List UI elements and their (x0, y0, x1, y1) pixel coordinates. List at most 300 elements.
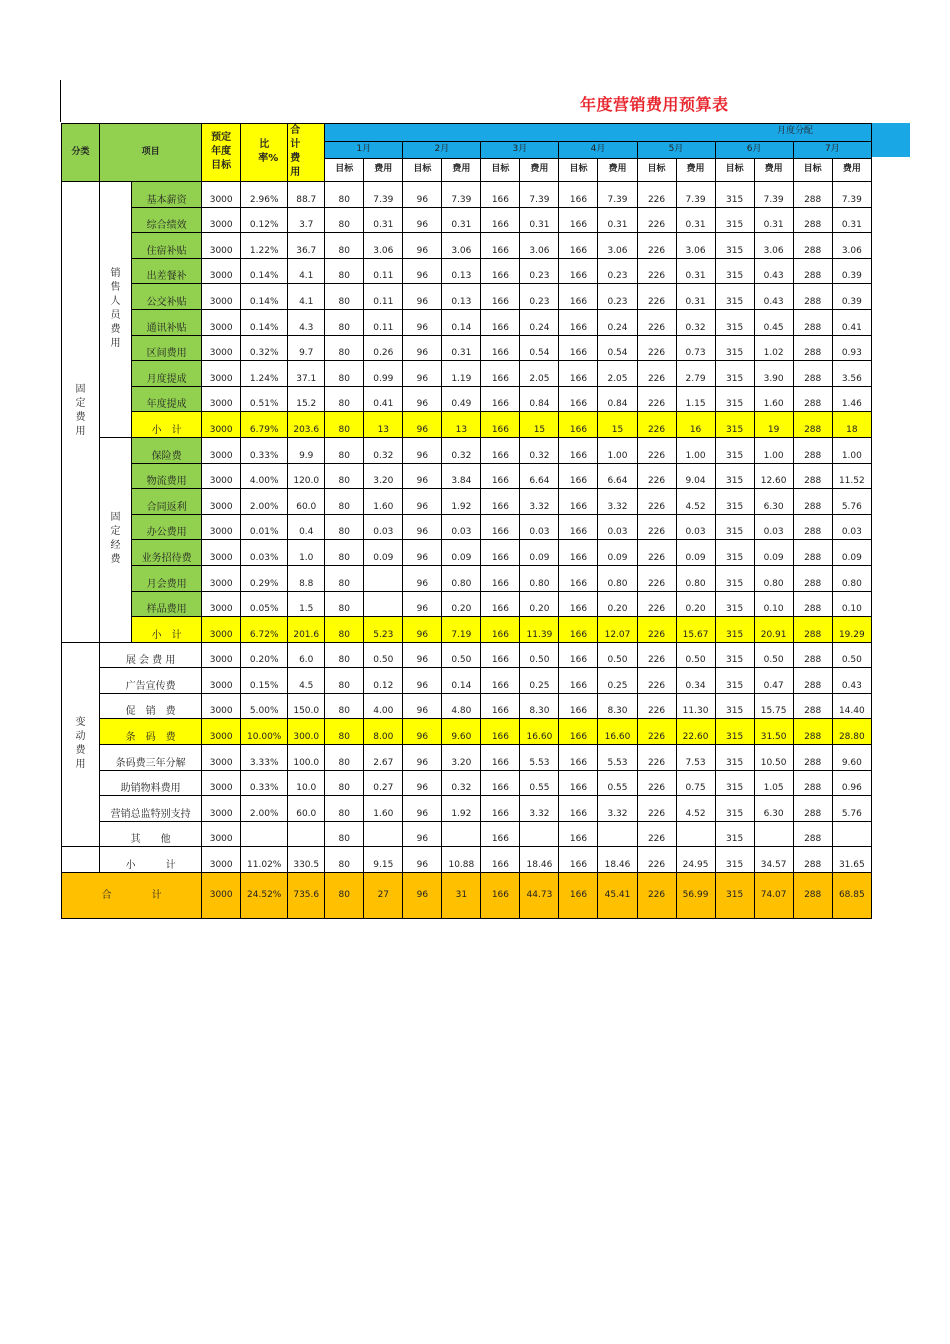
target-value: 3000 (202, 284, 241, 310)
total-cost-value: 60.0 (288, 489, 325, 515)
month-target-value: 288 (793, 258, 832, 284)
total-cost-value (288, 821, 325, 847)
month-target-value: 166 (559, 745, 598, 771)
month-target-value: 315 (715, 796, 754, 822)
table-row (62, 463, 872, 489)
month-cost-value: 0.31 (676, 258, 715, 284)
header-cost-label: 费用 (442, 159, 481, 182)
total-cost-value: 201.6 (288, 617, 325, 643)
month-cost-value: 4.80 (442, 693, 481, 719)
month-cost-value: 1.60 (364, 796, 403, 822)
month-cost-value: 0.20 (442, 591, 481, 617)
header-month-2: 2月 (403, 141, 481, 159)
month-target-value: 166 (481, 258, 520, 284)
month-target-value: 80 (325, 668, 364, 694)
item-label: 通讯补贴 (132, 309, 202, 335)
month-target-value: 315 (715, 668, 754, 694)
month-cost-value: 0.23 (598, 284, 637, 310)
rate-value: 5.00% (241, 693, 288, 719)
month-target-value: 288 (793, 284, 832, 310)
month-target-value: 315 (715, 693, 754, 719)
header-target-label: 目标 (325, 159, 364, 182)
month-cost-value: 14.40 (832, 693, 871, 719)
header-target-label: 目标 (715, 159, 754, 182)
month-cost-value: 0.11 (364, 258, 403, 284)
month-target-value: 166 (559, 719, 598, 745)
month-target-value: 166 (481, 540, 520, 566)
month-target-value: 226 (637, 565, 676, 591)
item-label: 办公费用 (132, 514, 202, 540)
table-row (62, 745, 872, 771)
month-cost-value: 31.50 (754, 719, 793, 745)
month-target-value: 288 (793, 437, 832, 463)
month-cost-value: 2.79 (676, 361, 715, 387)
month-cost-value: 0.50 (832, 642, 871, 668)
month-cost-value: 0.80 (676, 565, 715, 591)
month-target-value: 80 (325, 284, 364, 310)
month-cost-value: 3.32 (598, 489, 637, 515)
sheet-title: 年度营销费用预算表 (580, 95, 729, 114)
month-target-value: 96 (403, 617, 442, 643)
month-cost-value: 0.80 (520, 565, 559, 591)
month-target-value: 315 (715, 258, 754, 284)
month-target-value: 166 (559, 386, 598, 412)
rate-value: 0.15% (241, 668, 288, 694)
rate-value: 10.00% (241, 719, 288, 745)
target-value: 3000 (202, 207, 241, 233)
month-target-value: 315 (715, 719, 754, 745)
month-cost-value: 18.46 (598, 847, 637, 873)
header-total-cost: 合计费用 (288, 124, 325, 182)
month-cost-value: 8.00 (364, 719, 403, 745)
month-target-value: 80 (325, 873, 364, 919)
month-cost-value: 34.57 (754, 847, 793, 873)
month-cost-value: 0.55 (520, 770, 559, 796)
month-target-value: 80 (325, 719, 364, 745)
table-row (62, 642, 872, 668)
item-label: 月会费用 (132, 565, 202, 591)
month-cost-value: 18 (832, 412, 871, 438)
target-value: 3000 (202, 361, 241, 387)
month-cost-value: 0.43 (754, 258, 793, 284)
month-cost-value: 13 (442, 412, 481, 438)
month-target-value: 96 (403, 437, 442, 463)
table-row (62, 540, 872, 566)
month-target-value: 166 (481, 335, 520, 361)
month-target-value: 166 (559, 796, 598, 822)
table-row (62, 309, 872, 335)
month-target-value: 226 (637, 284, 676, 310)
target-value: 3000 (202, 642, 241, 668)
month-cost-value: 0.93 (832, 335, 871, 361)
month-cost-value: 7.39 (442, 182, 481, 208)
header-month-3: 3月 (481, 141, 559, 159)
table-row (62, 719, 872, 745)
month-cost-value: 11.39 (520, 617, 559, 643)
month-target-value: 288 (793, 412, 832, 438)
month-cost-value: 2.05 (598, 361, 637, 387)
month-target-value: 166 (481, 668, 520, 694)
rate-value: 0.20% (241, 642, 288, 668)
header-cost-label: 费用 (676, 159, 715, 182)
month-cost-value: 0.80 (598, 565, 637, 591)
month-cost-value: 15 (598, 412, 637, 438)
month-target-value: 288 (793, 847, 832, 873)
item-label: 区间费用 (132, 335, 202, 361)
month-cost-value: 0.03 (754, 514, 793, 540)
total-cost-value: 203.6 (288, 412, 325, 438)
month-cost-value: 6.30 (754, 796, 793, 822)
header-month-7: 7月 (793, 141, 871, 159)
month-target-value: 288 (793, 386, 832, 412)
table-row (62, 207, 872, 233)
month-cost-value: 0.32 (442, 770, 481, 796)
rate-value: 6.79% (241, 412, 288, 438)
month-cost-value: 0.80 (442, 565, 481, 591)
group-fixed-expense: 固定经费 (100, 437, 132, 642)
month-cost-value: 56.99 (676, 873, 715, 919)
group-fixed-cost: 固定费用 (62, 182, 100, 643)
month-cost-value: 3.06 (832, 233, 871, 259)
month-target-value: 96 (403, 463, 442, 489)
month-target-value: 288 (793, 335, 832, 361)
month-cost-value: 0.09 (520, 540, 559, 566)
month-target-value: 166 (481, 463, 520, 489)
table-row (62, 565, 872, 591)
month-cost-value: 19 (754, 412, 793, 438)
month-target-value: 80 (325, 565, 364, 591)
month-target-value: 166 (559, 540, 598, 566)
month-cost-value: 15.75 (754, 693, 793, 719)
month-target-value: 166 (559, 309, 598, 335)
target-value: 3000 (202, 258, 241, 284)
item-label: 住宿补贴 (132, 233, 202, 259)
month-cost-value: 0.73 (676, 335, 715, 361)
month-target-value: 288 (793, 207, 832, 233)
month-target-value: 80 (325, 233, 364, 259)
month-target-value: 226 (637, 335, 676, 361)
month-cost-value: 0.31 (832, 207, 871, 233)
month-target-value: 226 (637, 821, 676, 847)
month-cost-value: 0.23 (520, 284, 559, 310)
month-cost-value (598, 821, 637, 847)
month-cost-value: 0.31 (754, 207, 793, 233)
month-target-value: 80 (325, 361, 364, 387)
month-target-value: 166 (559, 591, 598, 617)
month-target-value: 80 (325, 847, 364, 873)
month-cost-value: 0.41 (364, 386, 403, 412)
item-label: 展 会 费 用 (100, 642, 202, 668)
month-target-value: 96 (403, 412, 442, 438)
month-cost-value: 45.41 (598, 873, 637, 919)
item-label: 促 销 费 (100, 693, 202, 719)
left-border-line (60, 80, 61, 122)
month-target-value: 166 (481, 693, 520, 719)
month-target-value: 96 (403, 873, 442, 919)
month-target-value: 315 (715, 309, 754, 335)
month-target-value: 226 (637, 182, 676, 208)
header-month-1: 1月 (325, 141, 403, 159)
month-target-value: 80 (325, 617, 364, 643)
table-row (62, 796, 872, 822)
total-cost-value: 60.0 (288, 796, 325, 822)
item-label: 物流费用 (132, 463, 202, 489)
month-target-value: 166 (481, 361, 520, 387)
header-rate: 比率% (241, 124, 288, 182)
item-label: 出差餐补 (132, 258, 202, 284)
month-target-value: 96 (403, 335, 442, 361)
month-cost-value: 0.27 (364, 770, 403, 796)
month-cost-value: 1.00 (754, 437, 793, 463)
month-target-value: 315 (715, 745, 754, 771)
header-month-6: 6月 (715, 141, 793, 159)
table-row (62, 693, 872, 719)
month-cost-value: 0.43 (754, 284, 793, 310)
month-target-value: 288 (793, 233, 832, 259)
month-cost-value: 0.84 (598, 386, 637, 412)
month-target-value: 166 (559, 693, 598, 719)
month-target-value: 80 (325, 258, 364, 284)
target-value: 3000 (202, 796, 241, 822)
month-target-value: 96 (403, 745, 442, 771)
month-target-value: 166 (481, 437, 520, 463)
target-value: 3000 (202, 668, 241, 694)
month-target-value: 80 (325, 745, 364, 771)
month-cost-value: 0.32 (364, 437, 403, 463)
month-cost-value: 3.32 (520, 489, 559, 515)
table-row (62, 412, 872, 438)
month-target-value: 80 (325, 489, 364, 515)
month-target-value: 96 (403, 540, 442, 566)
month-target-value: 226 (637, 873, 676, 919)
month-cost-value: 0.24 (598, 309, 637, 335)
month-cost-value: 0.39 (832, 284, 871, 310)
month-cost-value: 5.23 (364, 617, 403, 643)
item-label: 其 他 (100, 821, 202, 847)
month-cost-value: 0.14 (442, 668, 481, 694)
month-target-value: 166 (559, 642, 598, 668)
month-cost-value: 1.05 (754, 770, 793, 796)
month-cost-value: 31 (442, 873, 481, 919)
month-cost-value: 0.43 (832, 668, 871, 694)
table-row (62, 617, 872, 643)
target-value: 3000 (202, 617, 241, 643)
target-value: 3000 (202, 745, 241, 771)
month-cost-value: 1.02 (754, 335, 793, 361)
item-label: 助销物料费用 (100, 770, 202, 796)
month-target-value: 288 (793, 489, 832, 515)
month-cost-value: 0.12 (364, 668, 403, 694)
month-target-value: 226 (637, 642, 676, 668)
month-target-value: 226 (637, 207, 676, 233)
month-cost-value: 9.60 (442, 719, 481, 745)
month-cost-value: 0.14 (442, 309, 481, 335)
month-cost-value: 3.84 (442, 463, 481, 489)
month-cost-value: 1.60 (754, 386, 793, 412)
month-cost-value: 2.05 (520, 361, 559, 387)
month-target-value: 288 (793, 745, 832, 771)
month-cost-value: 0.03 (364, 514, 403, 540)
month-target-value: 315 (715, 821, 754, 847)
month-cost-value: 0.11 (364, 284, 403, 310)
header-cost-label: 费用 (832, 159, 871, 182)
month-cost-value: 0.41 (832, 309, 871, 335)
rate-value: 1.22% (241, 233, 288, 259)
month-target-value: 288 (793, 540, 832, 566)
rate-value: 2.96% (241, 182, 288, 208)
month-target-value: 166 (481, 873, 520, 919)
month-cost-value: 0.20 (520, 591, 559, 617)
month-target-value: 96 (403, 668, 442, 694)
month-target-value: 226 (637, 309, 676, 335)
month-target-value: 315 (715, 873, 754, 919)
month-cost-value: 0.09 (364, 540, 403, 566)
month-cost-value: 12.07 (598, 617, 637, 643)
month-cost-value: 0.80 (754, 565, 793, 591)
month-cost-value (520, 821, 559, 847)
month-target-value: 80 (325, 540, 364, 566)
month-cost-value: 0.09 (442, 540, 481, 566)
total-cost-value: 4.5 (288, 668, 325, 694)
month-target-value: 166 (559, 668, 598, 694)
month-cost-value: 0.10 (832, 591, 871, 617)
month-target-value: 226 (637, 847, 676, 873)
month-target-value: 166 (559, 207, 598, 233)
month-cost-value: 5.53 (520, 745, 559, 771)
month-target-value: 80 (325, 437, 364, 463)
item-label: 广告宣传费 (100, 668, 202, 694)
month-cost-value: 0.50 (520, 642, 559, 668)
month-cost-value (364, 591, 403, 617)
total-cost-value: 9.7 (288, 335, 325, 361)
table-row (62, 258, 872, 284)
month-cost-value: 0.31 (442, 335, 481, 361)
month-target-value: 166 (481, 821, 520, 847)
month-target-value: 226 (637, 540, 676, 566)
table-row (62, 847, 872, 873)
month-target-value: 226 (637, 386, 676, 412)
month-target-value: 80 (325, 412, 364, 438)
total-cost-value: 330.5 (288, 847, 325, 873)
item-label: 业务招待费 (132, 540, 202, 566)
target-value: 3000 (202, 873, 241, 919)
month-cost-value: 3.90 (754, 361, 793, 387)
month-cost-value: 9.60 (832, 745, 871, 771)
table-row (62, 770, 872, 796)
target-value: 3000 (202, 693, 241, 719)
month-target-value: 288 (793, 182, 832, 208)
header-cost-label: 费用 (754, 159, 793, 182)
month-cost-value: 0.80 (832, 565, 871, 591)
month-target-value: 166 (559, 514, 598, 540)
total-cost-value: 8.8 (288, 565, 325, 591)
month-target-value: 315 (715, 514, 754, 540)
month-cost-value: 1.00 (676, 437, 715, 463)
table-row (62, 233, 872, 259)
month-target-value: 288 (793, 796, 832, 822)
month-cost-value (676, 821, 715, 847)
header-cost-label: 费用 (364, 159, 403, 182)
month-target-value: 315 (715, 182, 754, 208)
total-cost-value: 735.6 (288, 873, 325, 919)
month-cost-value: 1.92 (442, 796, 481, 822)
month-target-value: 315 (715, 361, 754, 387)
header-target-label: 目标 (481, 159, 520, 182)
month-cost-value (754, 821, 793, 847)
month-target-value: 166 (559, 284, 598, 310)
rate-value: 1.24% (241, 361, 288, 387)
month-target-value: 166 (481, 309, 520, 335)
month-cost-value: 0.32 (520, 437, 559, 463)
month-cost-value: 11.52 (832, 463, 871, 489)
month-cost-value: 2.67 (364, 745, 403, 771)
month-target-value: 288 (793, 873, 832, 919)
budget-table (61, 123, 872, 919)
month-cost-value: 5.53 (598, 745, 637, 771)
item-label: 综合绩效 (132, 207, 202, 233)
rate-value: 0.51% (241, 386, 288, 412)
month-cost-value: 8.30 (598, 693, 637, 719)
total-cost-value: 3.7 (288, 207, 325, 233)
month-target-value: 315 (715, 284, 754, 310)
rate-value: 0.12% (241, 207, 288, 233)
month-cost-value: 7.39 (676, 182, 715, 208)
month-target-value: 166 (481, 565, 520, 591)
month-target-value: 80 (325, 796, 364, 822)
month-cost-value: 74.07 (754, 873, 793, 919)
month-target-value: 315 (715, 207, 754, 233)
month-cost-value: 0.31 (676, 284, 715, 310)
month-cost-value: 3.32 (520, 796, 559, 822)
month-target-value: 315 (715, 335, 754, 361)
month-cost-value: 0.09 (832, 540, 871, 566)
month-cost-value: 0.31 (676, 207, 715, 233)
month-target-value: 96 (403, 770, 442, 796)
month-cost-value: 16.60 (598, 719, 637, 745)
rate-value: 24.52% (241, 873, 288, 919)
table-row (62, 335, 872, 361)
month-cost-value: 5.76 (832, 796, 871, 822)
month-target-value: 80 (325, 770, 364, 796)
target-value: 3000 (202, 514, 241, 540)
item-label: 年度提成 (132, 386, 202, 412)
month-cost-value: 0.03 (520, 514, 559, 540)
total-cost-value: 10.0 (288, 770, 325, 796)
target-value: 3000 (202, 847, 241, 873)
total-cost-value: 0.4 (288, 514, 325, 540)
month-cost-value: 6.30 (754, 489, 793, 515)
header-target-label: 目标 (403, 159, 442, 182)
month-target-value: 288 (793, 514, 832, 540)
table-row (62, 668, 872, 694)
month-cost-value: 4.52 (676, 796, 715, 822)
target-value: 3000 (202, 489, 241, 515)
month-cost-value: 0.03 (676, 514, 715, 540)
month-cost-value: 0.31 (442, 207, 481, 233)
month-target-value: 96 (403, 207, 442, 233)
month-cost-value: 0.32 (442, 437, 481, 463)
rate-value: 0.01% (241, 514, 288, 540)
month-cost-value: 20.91 (754, 617, 793, 643)
month-cost-value: 1.92 (442, 489, 481, 515)
month-target-value: 166 (559, 258, 598, 284)
month-cost-value: 0.75 (676, 770, 715, 796)
target-value: 3000 (202, 821, 241, 847)
rate-value: 2.00% (241, 796, 288, 822)
month-target-value: 315 (715, 591, 754, 617)
month-target-value: 166 (559, 565, 598, 591)
rate-value: 0.29% (241, 565, 288, 591)
